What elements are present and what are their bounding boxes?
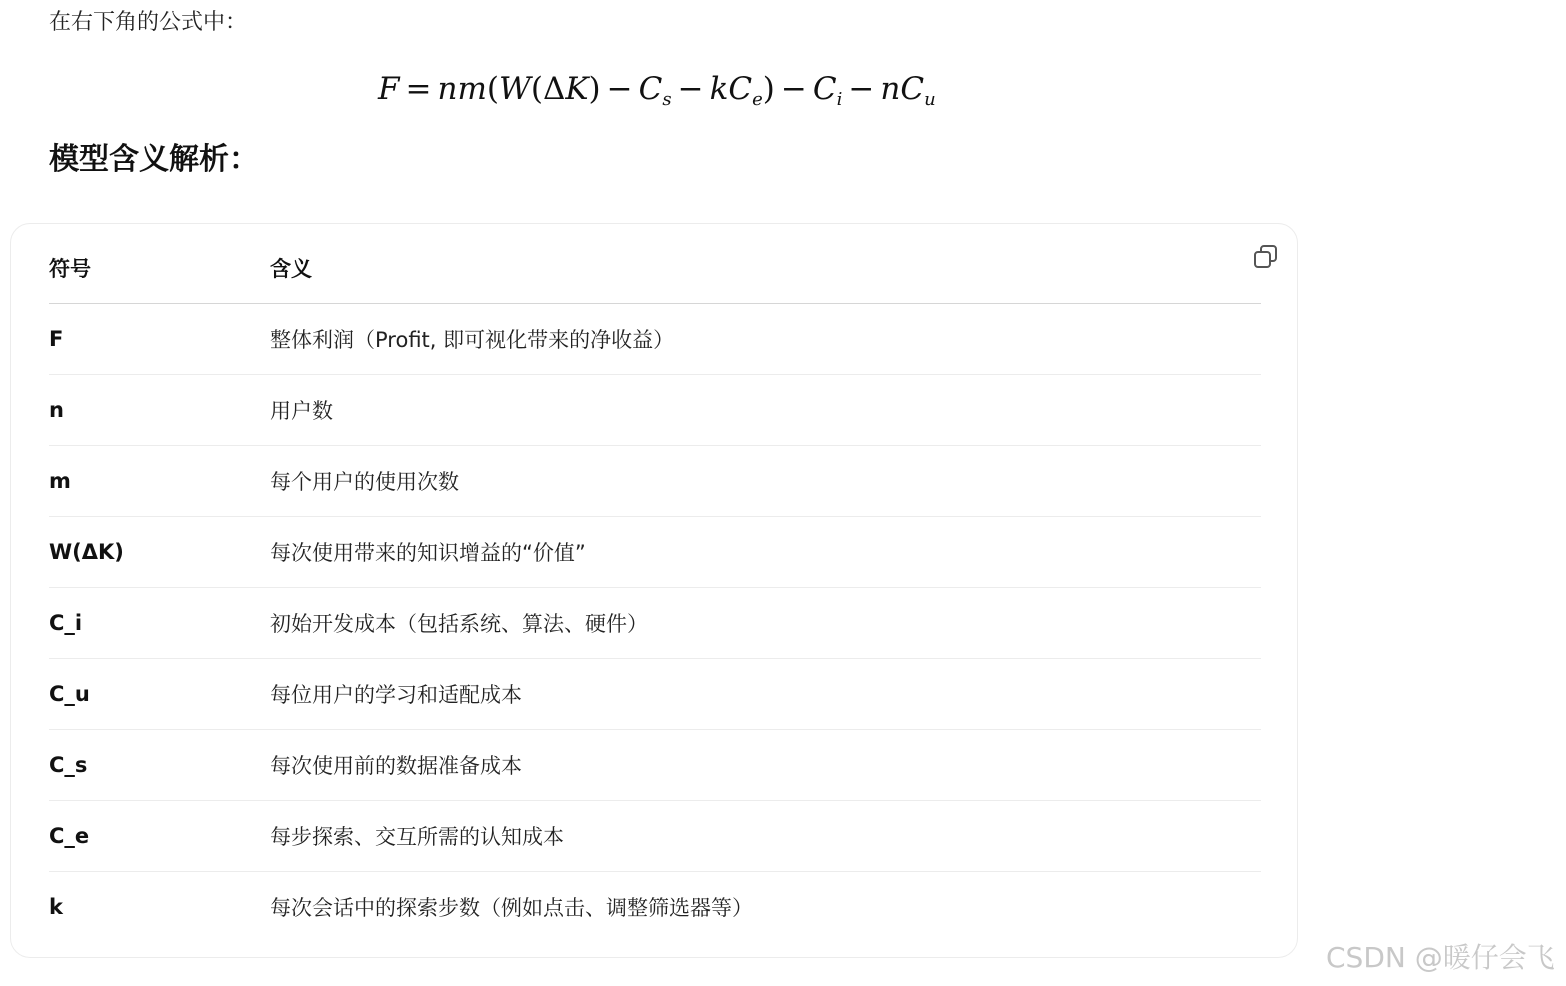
row-meaning: 每次使用前的数据准备成本 (270, 730, 1261, 801)
formula-sub-e: e (752, 89, 763, 110)
formula-n: n (880, 71, 901, 107)
row-symbol: C_s (49, 730, 270, 801)
table-row (49, 446, 1261, 517)
table-header-row (49, 233, 1261, 304)
formula-C: C (900, 71, 925, 107)
row-meaning: 整体利润（Profit, 即可视化带来的净收益） (270, 304, 1261, 375)
row-meaning: 用户数 (270, 375, 1261, 446)
row-symbol: C_e (49, 801, 270, 872)
header-meaning: 含义 (270, 233, 1261, 304)
formula-equals: = (405, 71, 432, 107)
formula-K: K (565, 71, 589, 107)
section-heading: 模型含义解析： (49, 142, 259, 177)
intro-text: 在右下角的公式中： (49, 10, 248, 35)
csdn-watermark: CSDN @暖仔会飞 (1326, 941, 1555, 974)
formula-F: F (378, 71, 400, 107)
formula-W: W (498, 71, 531, 107)
profit-formula (378, 64, 936, 114)
row-symbol: F (49, 304, 270, 375)
row-symbol: k (49, 895, 63, 919)
header-symbol: 符号 (49, 233, 270, 304)
formula-nm: nm (437, 71, 487, 107)
symbol-meaning-table (49, 233, 1261, 942)
formula-minus: − (606, 71, 633, 107)
table-row (49, 517, 1261, 588)
formula-minus: − (677, 71, 704, 107)
formula-delta: Δ (542, 71, 566, 107)
table-row (49, 872, 1261, 943)
formula-sub-i: i (836, 89, 843, 110)
formula-sub-u: u (924, 89, 936, 110)
formula-minus: − (848, 71, 875, 107)
formula-paren: ) (762, 71, 775, 107)
formula-sub-s: s (662, 89, 672, 110)
row-symbol: m (49, 446, 270, 517)
table-row (49, 375, 1261, 446)
row-meaning: 每次会话中的探索步数（例如点击、调整筛选器等） (270, 896, 753, 920)
row-meaning: 每位用户的学习和适配成本 (270, 659, 1261, 730)
row-symbol: n (49, 375, 270, 446)
row-meaning: 初始开发成本（包括系统、算法、硬件） (270, 588, 1261, 659)
row-symbol: W(ΔK) (49, 517, 270, 588)
formula-C: C (728, 71, 753, 107)
formula-paren: ) (588, 71, 601, 107)
formula-C: C (812, 71, 837, 107)
table-row (49, 304, 1261, 375)
table-row (49, 659, 1261, 730)
table-row (49, 801, 1261, 872)
row-meaning: 每个用户的使用次数 (270, 446, 1261, 517)
formula-minus: − (780, 71, 807, 107)
formula-paren: ( (530, 71, 543, 107)
table-row (49, 730, 1261, 801)
formula-C: C (638, 71, 663, 107)
table-row (49, 588, 1261, 659)
row-meaning: 每步探索、交互所需的认知成本 (270, 801, 1261, 872)
formula-k: k (709, 71, 729, 107)
row-meaning: 每次使用带来的知识增益的“价值” (270, 517, 1261, 588)
row-symbol: C_i (49, 588, 270, 659)
formula-paren: ( (486, 71, 499, 107)
row-symbol: C_u (49, 659, 270, 730)
